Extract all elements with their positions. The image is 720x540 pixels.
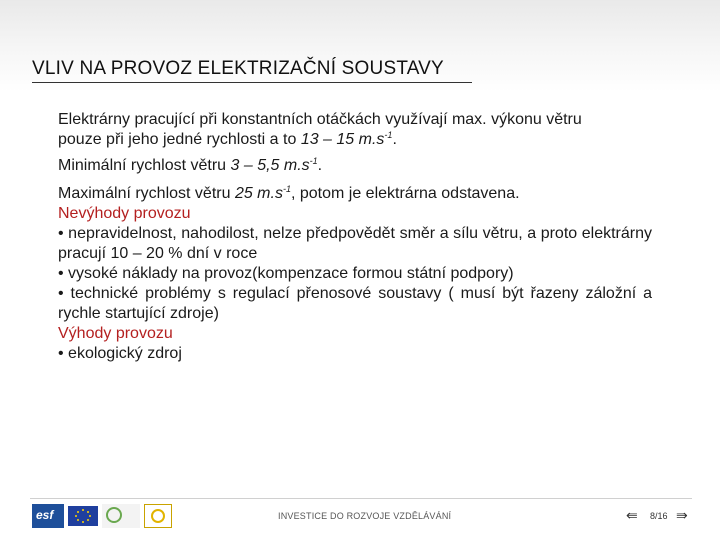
disadvantages-heading: Nevýhody provozu	[58, 205, 191, 222]
intro-speed-exponent: -1	[384, 130, 393, 140]
esf-logo: esf	[32, 504, 64, 528]
max-speed-prefix: Maximální rychlost větru	[58, 185, 235, 202]
next-arrow-icon[interactable]: ⇛	[676, 507, 688, 523]
op-vk-logo	[144, 504, 172, 528]
slide-title: VLIV NA PROVOZ ELEKTRIZAČNÍ SOUSTAVY	[32, 58, 472, 83]
max-speed-value: 25 m.s	[234, 185, 283, 202]
disadvantage-item: • technické problémy s regulací přenosové soustavy ( musí být řazeny záložní a rychle startující zdroje)	[58, 285, 652, 322]
disadvantage-item: • nepravidelnost, nahodilost, nelze předpovědět směr a sílu větru, a proto elektrárny pracují 10 – 20 % dní v roce	[58, 225, 652, 262]
intro-paragraph	[58, 110, 652, 150]
intro-line-2-suffix: .	[392, 131, 397, 148]
eu-flag-logo	[68, 506, 98, 526]
slide-navigation	[626, 506, 706, 526]
max-speed-paragraph	[58, 184, 652, 204]
max-speed-exponent: -1	[282, 184, 291, 194]
min-speed-paragraph	[58, 156, 652, 176]
min-speed-value: 3 – 5,5 m.s	[230, 157, 310, 174]
min-speed-exponent: -1	[309, 156, 318, 166]
prev-arrow-icon[interactable]: ⇚	[626, 507, 638, 523]
intro-speed-value: 13 – 15 m.s	[300, 131, 385, 148]
intro-line-2-prefix: pouze při jeho jedné rychlosti a to	[58, 131, 301, 148]
intro-line-1: Elektrárny pracující při konstantních otáčkách využívají max. výkonu větru	[58, 111, 582, 128]
advantages-heading: Výhody provozu	[58, 325, 173, 342]
footer-divider	[30, 498, 692, 499]
min-speed-prefix: Minimální rychlost větru	[58, 157, 231, 174]
max-speed-suffix: , potom je elektrárna odstavena.	[290, 185, 520, 202]
advantage-item: • ekologický zdroj	[58, 345, 182, 362]
page-number: 8/16	[650, 511, 668, 521]
disadvantage-item: • vysoké náklady na provoz(kompenzace formou státní podpory)	[58, 265, 514, 282]
ministry-logo	[102, 504, 140, 528]
footer-caption: INVESTICE DO ROZVOJE VZDĚLÁVÁNÍ	[278, 511, 452, 521]
min-speed-suffix: .	[317, 157, 323, 174]
footer-logos	[32, 504, 172, 528]
slide-body	[58, 110, 652, 364]
